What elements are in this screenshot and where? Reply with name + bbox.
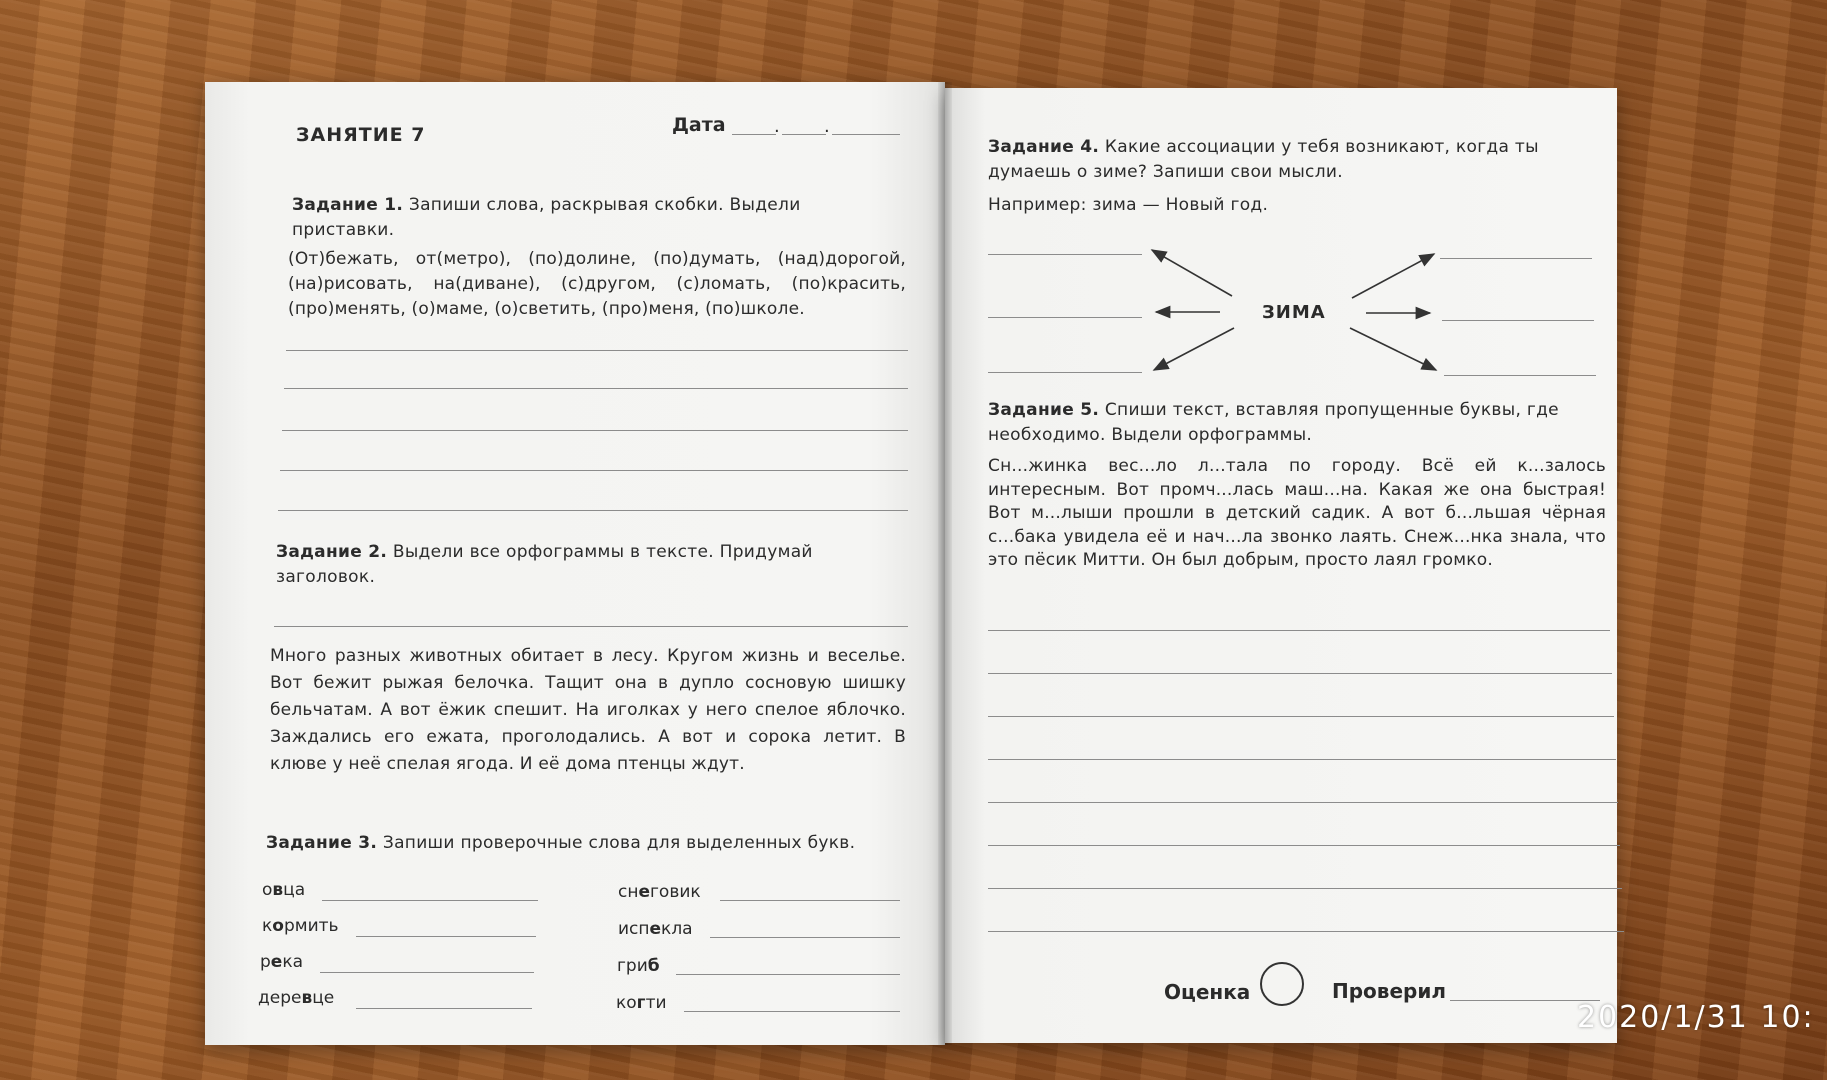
grade-label: Оценка bbox=[1164, 980, 1251, 1004]
copy-line[interactable] bbox=[988, 845, 1620, 846]
task3-label: Задание 3. bbox=[266, 833, 378, 853]
task3-text: Запиши проверочные слова для выделенных букв. bbox=[382, 833, 856, 853]
copy-line[interactable] bbox=[988, 759, 1616, 760]
date-separator-2: . bbox=[824, 116, 830, 137]
word-item: овца bbox=[262, 880, 306, 900]
task5-paragraph: Сн...жинка вес...ло л...тала по городу. Всё ей к...залось интересным. Вот промч...лась маш...на. Какая же она быстрая! Вот м...лыши прошли в детский садик. А вот б...льшая чёрная с...бака увидела её и нач...ла звонко лаять. Снеж...нка знала, что это пёсик Митти. Он был добрым, просто лаял громко. bbox=[988, 456, 1606, 570]
word-item: кормить bbox=[262, 916, 339, 936]
word-item: испекла bbox=[618, 919, 693, 939]
task1-label: Задание 1. bbox=[292, 195, 404, 215]
word-item: деревце bbox=[258, 988, 335, 1008]
word-item: снеговик bbox=[618, 882, 701, 902]
arrow-up-left bbox=[1152, 250, 1232, 296]
task5-label: Задание 5. bbox=[988, 400, 1100, 420]
copy-line[interactable] bbox=[988, 673, 1612, 674]
task1-text: Запиши слова, раскрывая скобки. Выдели приставки. bbox=[292, 195, 801, 240]
task5-text: Спиши текст, вставляя пропущенные буквы, где необходимо. Выдели орфограммы. bbox=[988, 400, 1559, 445]
arrow-down-right bbox=[1350, 328, 1436, 370]
date-separator-1: . bbox=[774, 116, 780, 137]
task2-paragraph: Много разных животных обитает в лесу. Кругом жизнь и веселье. Вот бежит рыжая белочка. Тащит она в дупло сосновую шишку бельчатам. А вот ёжик спешит. На иголках у него спелое яблочко. Заждались его ежата, проголодались. А вот и сорока летит. В клюве у неё спелая ягода. И её дома птенцы ждут. bbox=[270, 646, 906, 774]
task2-label: Задание 2. bbox=[276, 542, 388, 562]
word-item: когти bbox=[616, 993, 667, 1013]
task1-words: (От)бежать, от(метро), (по)долине, (по)думать, (над)дорогой, (на)рисовать, на(диване), (с)другом, (с)ломать, (по)красить, (про)менять, (о)маме, (о)светить, (про)меня, (по)школе. bbox=[288, 249, 906, 319]
task2-text: Выдели все орфограммы в тексте. Придумай заголовок. bbox=[276, 542, 813, 587]
word-item: река bbox=[260, 952, 304, 972]
copy-line[interactable] bbox=[988, 888, 1622, 889]
copy-line[interactable] bbox=[988, 931, 1624, 932]
lesson-title: ЗАНЯТИЕ 7 bbox=[296, 124, 426, 146]
center-word-zima: ЗИМА bbox=[1262, 302, 1326, 323]
copy-line[interactable] bbox=[988, 630, 1610, 631]
arrow-up-right bbox=[1352, 254, 1434, 298]
photo-timestamp: 2020/1/31 10: bbox=[1577, 1000, 1815, 1035]
grade-circle[interactable] bbox=[1260, 962, 1304, 1006]
copy-line[interactable] bbox=[988, 716, 1614, 717]
arrow-down-left bbox=[1154, 328, 1234, 370]
copy-line[interactable] bbox=[988, 802, 1618, 803]
task4-text: Какие ассоциации у тебя возникают, когда ты думаешь о зиме? Запиши свои мысли. bbox=[988, 137, 1539, 182]
checked-label: Проверил bbox=[1332, 979, 1446, 1003]
task5-instruction bbox=[988, 398, 1602, 448]
task4-label: Задание 4. bbox=[988, 137, 1100, 157]
date-label: Дата bbox=[672, 114, 726, 136]
task4-example: Например: зима — Новый год. bbox=[988, 195, 1269, 215]
word-item: гриб bbox=[617, 956, 660, 976]
